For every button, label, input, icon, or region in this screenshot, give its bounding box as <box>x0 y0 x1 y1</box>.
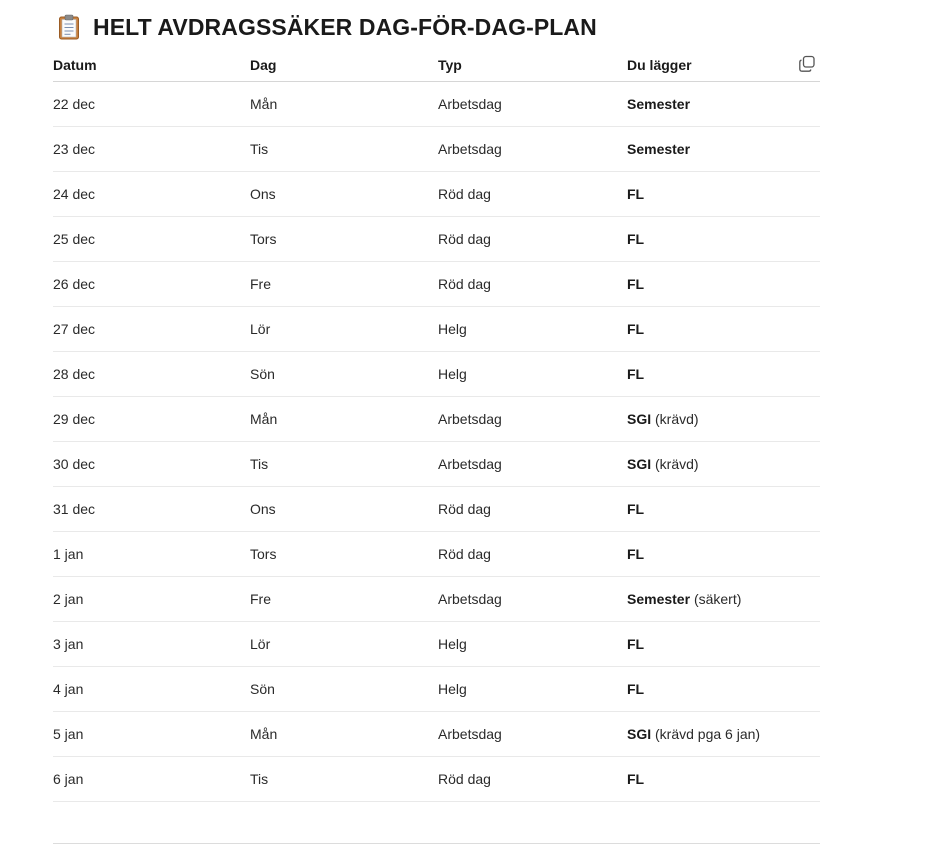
allocation-type: FL <box>627 366 645 382</box>
allocation-type: FL <box>627 276 645 292</box>
column-header-typ: Typ <box>438 57 462 73</box>
column-header-dag: Dag <box>250 57 277 73</box>
cell-typ: Helg <box>438 681 467 697</box>
cell-dag: Sön <box>250 366 275 382</box>
cell-typ: Helg <box>438 321 467 337</box>
cell-datum: 3 jan <box>53 636 84 652</box>
table-row <box>53 352 820 397</box>
cell-dag: Tis <box>250 141 269 157</box>
cell-datum: 30 dec <box>53 456 96 472</box>
allocation-type: FL <box>627 546 645 562</box>
cell-du-lagger <box>627 141 820 157</box>
cell-du-lagger <box>627 681 820 697</box>
cell-dag: Tis <box>250 456 269 472</box>
table-row <box>53 217 820 262</box>
cell-du-lagger <box>627 276 820 292</box>
cell-du-lagger <box>627 96 820 112</box>
table-row <box>53 667 820 712</box>
allocation-type: FL <box>627 771 645 787</box>
column-header-du-lagger: Du lägger <box>627 57 692 73</box>
cell-du-lagger <box>627 186 820 202</box>
cell-du-lagger <box>627 411 820 427</box>
clipboard-icon <box>58 14 80 40</box>
allocation-type: FL <box>627 681 645 697</box>
cell-datum: 6 jan <box>53 771 84 787</box>
cell-datum: 31 dec <box>53 501 96 517</box>
allocation-type: Semester <box>627 591 691 607</box>
cell-du-lagger <box>627 546 820 562</box>
cell-typ: Röd dag <box>438 771 491 787</box>
cell-typ: Arbetsdag <box>438 141 502 157</box>
table-row <box>53 622 820 667</box>
cell-datum: 25 dec <box>53 231 96 247</box>
cell-typ: Helg <box>438 366 467 382</box>
cell-datum: 2 jan <box>53 591 84 607</box>
cell-datum: 29 dec <box>53 411 96 427</box>
cell-typ: Röd dag <box>438 276 491 292</box>
table-row <box>53 82 820 127</box>
cell-datum: 22 dec <box>53 96 96 112</box>
table-row <box>53 487 820 532</box>
allocation-type: FL <box>627 636 645 652</box>
cell-typ: Arbetsdag <box>438 726 502 742</box>
cell-typ: Röd dag <box>438 231 491 247</box>
table-row <box>53 577 820 622</box>
cell-datum: 23 dec <box>53 141 96 157</box>
cell-datum: 27 dec <box>53 321 96 337</box>
cell-du-lagger <box>627 456 820 472</box>
cell-dag: Lör <box>250 321 271 337</box>
allocation-type: SGI <box>627 456 652 472</box>
cell-dag: Tis <box>250 771 269 787</box>
table-row <box>53 127 820 172</box>
allocation-note: (krävd) <box>655 411 699 427</box>
table-row <box>53 397 820 442</box>
column-header-datum: Datum <box>53 57 97 73</box>
allocation-note: (säkert) <box>693 591 742 607</box>
cell-typ: Helg <box>438 636 467 652</box>
cell-dag: Fre <box>250 591 271 607</box>
cell-du-lagger <box>627 591 820 607</box>
cell-datum: 28 dec <box>53 366 96 382</box>
table-body <box>53 82 820 802</box>
cell-dag: Tors <box>250 231 277 247</box>
cell-typ: Röd dag <box>438 546 491 562</box>
allocation-type: FL <box>627 321 645 337</box>
table-row <box>53 442 820 487</box>
cell-du-lagger <box>627 231 820 247</box>
cell-dag: Mån <box>250 411 278 427</box>
cell-dag: Fre <box>250 276 271 292</box>
cell-datum: 26 dec <box>53 276 96 292</box>
table-header <box>53 45 820 82</box>
cell-dag: Ons <box>250 186 276 202</box>
page-heading <box>58 12 597 42</box>
cell-du-lagger <box>627 366 820 382</box>
allocation-type: Semester <box>627 141 691 157</box>
cell-datum: 4 jan <box>53 681 84 697</box>
plan-table <box>53 45 820 802</box>
allocation-type: FL <box>627 231 645 247</box>
allocation-type: Semester <box>627 96 691 112</box>
cell-dag: Ons <box>250 501 276 517</box>
cell-dag: Sön <box>250 681 275 697</box>
cell-dag: Tors <box>250 546 277 562</box>
cell-typ: Arbetsdag <box>438 591 502 607</box>
table-row <box>53 757 820 802</box>
table-row <box>53 262 820 307</box>
allocation-note: (krävd pga 6 jan) <box>655 726 761 742</box>
table-row <box>53 712 820 757</box>
allocation-type: SGI <box>627 411 652 427</box>
table-row <box>53 532 820 577</box>
page-title: HELT AVDRAGSSÄKER DAG-FÖR-DAG-PLAN <box>93 13 597 40</box>
allocation-note: (krävd) <box>655 456 699 472</box>
cell-typ: Arbetsdag <box>438 96 502 112</box>
table-row <box>53 307 820 352</box>
cell-du-lagger <box>627 726 820 742</box>
allocation-type: SGI <box>627 726 652 742</box>
cell-typ: Röd dag <box>438 501 491 517</box>
allocation-type: FL <box>627 186 645 202</box>
cell-du-lagger <box>627 771 820 787</box>
allocation-type: FL <box>627 501 645 517</box>
cell-dag: Mån <box>250 96 278 112</box>
cell-du-lagger <box>627 636 820 652</box>
table-row <box>53 172 820 217</box>
cell-dag: Lör <box>250 636 271 652</box>
cell-typ: Röd dag <box>438 186 491 202</box>
cell-datum: 5 jan <box>53 726 84 742</box>
cell-dag: Mån <box>250 726 278 742</box>
cell-typ: Arbetsdag <box>438 411 502 427</box>
cell-datum: 1 jan <box>53 546 84 562</box>
bottom-divider <box>53 843 820 844</box>
cell-du-lagger <box>627 501 820 517</box>
cell-datum: 24 dec <box>53 186 96 202</box>
cell-du-lagger <box>627 321 820 337</box>
cell-typ: Arbetsdag <box>438 456 502 472</box>
